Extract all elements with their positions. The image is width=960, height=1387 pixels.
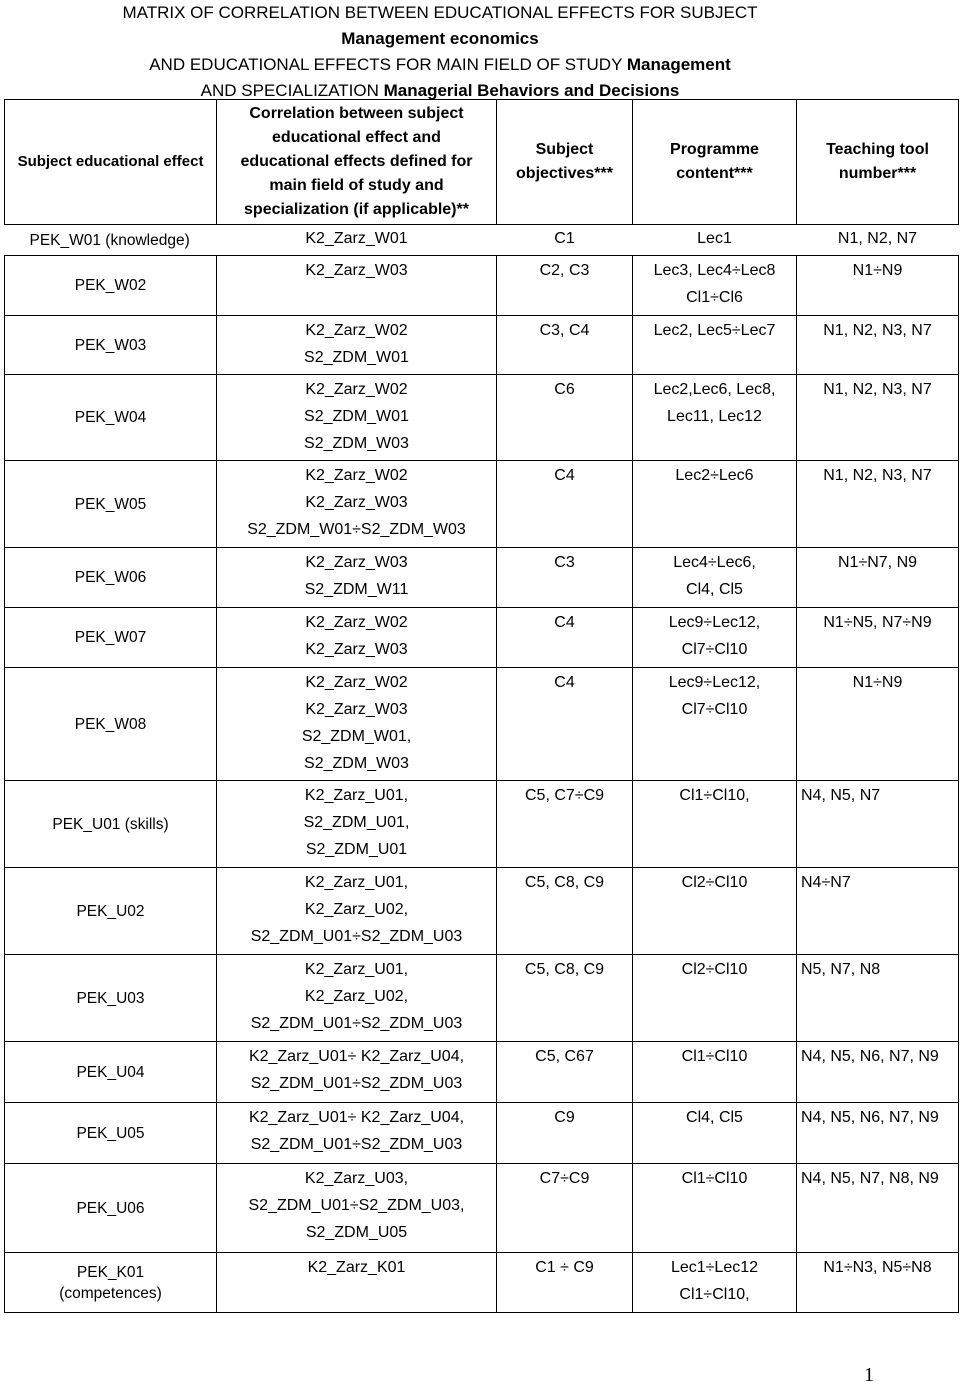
correlation-line: K2_Zarz_W03 <box>305 554 408 571</box>
cell-content <box>633 868 797 955</box>
cell-objectives <box>497 868 633 955</box>
tools-line: N4, N5, N7, N8, N9 <box>801 1170 939 1187</box>
cell-content <box>633 781 797 868</box>
table-header-row <box>5 100 959 225</box>
content-line: Cl4, Cl5 <box>686 581 743 598</box>
tools-line: N1÷N9 <box>852 674 903 691</box>
objectives-line: C2, C3 <box>539 262 590 279</box>
cell-tools <box>797 608 959 668</box>
specialization: Managerial Behaviors and Decisions <box>383 81 680 100</box>
content-line: Lec1÷Lec12 <box>670 1259 759 1276</box>
content-line: Lec11, Lec12 <box>667 408 762 425</box>
correlation-line: S2_ZDM_W01÷S2_ZDM_W03 <box>247 521 466 538</box>
table-row <box>5 461 959 548</box>
table-row <box>5 1042 959 1103</box>
objectives-line: C5, C67 <box>535 1048 594 1065</box>
cell-tools <box>797 668 959 781</box>
correlation-line: K2_Zarz_U01, <box>304 787 409 804</box>
cell-tools <box>797 461 959 548</box>
cell-effect: PEK_U02 <box>5 868 217 955</box>
cell-objectives <box>497 668 633 781</box>
tools-line: N1÷N5, N7÷N9 <box>823 614 932 631</box>
cell-content <box>633 1042 797 1103</box>
cell-effect <box>5 1253 217 1313</box>
cell-effect: PEK_W05 <box>5 461 217 548</box>
cell-tools <box>797 1042 959 1103</box>
cell-correlation <box>217 1042 497 1103</box>
title-line-1: MATRIX OF CORRELATION BETWEEN EDUCATIONAL EFFECTS FOR SUBJECT <box>122 3 758 22</box>
tools-line: N1÷N9 <box>852 262 903 279</box>
header-content: Programme content*** <box>633 100 797 225</box>
tools-line: N4, N5, N7 <box>801 787 881 804</box>
cell-effect: PEK_U04 <box>5 1042 217 1103</box>
correlation-line: K2_Zarz_U02, <box>304 901 409 918</box>
header-effect: Subject educational effect <box>5 100 217 225</box>
cell-objectives <box>497 955 633 1042</box>
cell-effect: PEK_U01 (skills) <box>5 781 217 868</box>
table-row <box>5 316 959 375</box>
correlation-line: K2_Zarz_W03 <box>305 262 408 279</box>
correlation-line: S2_ZDM_U01 <box>305 841 408 858</box>
cell-effect: PEK_W03 <box>5 316 217 375</box>
cell-tools <box>797 1253 959 1313</box>
correlation-line: S2_ZDM_W01 <box>304 349 409 366</box>
objectives-line: C3 <box>554 554 575 571</box>
cell-content <box>633 225 797 256</box>
tools-line: N1, N2, N3, N7 <box>823 467 932 484</box>
correlation-line: S2_ZDM_W11 <box>304 581 409 598</box>
correlation-line: K2_Zarz_W02 <box>305 381 408 398</box>
content-line: Cl7÷Cl10 <box>681 641 748 658</box>
correlation-line: S2_ZDM_U05 <box>305 1224 408 1241</box>
cell-tools <box>797 375 959 461</box>
objectives-line: C1 <box>554 230 575 247</box>
content-line: Lec2÷Lec6 <box>675 467 754 484</box>
cell-correlation <box>217 868 497 955</box>
cell-correlation <box>217 1164 497 1253</box>
table-row <box>5 868 959 955</box>
cell-tools <box>797 225 959 256</box>
title-line-4-prefix: AND SPECIALIZATION <box>200 81 379 100</box>
correlation-line: K2_Zarz_U02, <box>304 988 409 1005</box>
table-row <box>5 955 959 1042</box>
content-line: Cl2÷Cl10 <box>681 874 748 891</box>
tools-line: N1÷N3, N5÷N8 <box>823 1259 932 1276</box>
cell-content <box>633 608 797 668</box>
content-line: Lec2, Lec5÷Lec7 <box>653 322 776 339</box>
table-row <box>5 608 959 668</box>
correlation-line: K2_Zarz_U01, <box>304 961 409 978</box>
page-number: 1 <box>864 1364 874 1386</box>
correlation-line: S2_ZDM_W03 <box>304 435 409 452</box>
correlation-line: S2_ZDM_U01÷S2_ZDM_U03, <box>248 1197 465 1214</box>
cell-correlation <box>217 668 497 781</box>
document-title <box>0 0 880 104</box>
cell-objectives <box>497 781 633 868</box>
cell-tools <box>797 256 959 316</box>
objectives-line: C7÷C9 <box>539 1170 590 1187</box>
objectives-line: C5, C7÷C9 <box>524 787 605 804</box>
content-line: Cl1÷Cl10 <box>681 1048 748 1065</box>
content-line: Cl7÷Cl10 <box>681 701 748 718</box>
cell-objectives <box>497 256 633 316</box>
objectives-line: C4 <box>554 614 575 631</box>
cell-effect: PEK_W02 <box>5 256 217 316</box>
content-line: Lec9÷Lec12, <box>668 674 761 691</box>
table-row <box>5 1253 959 1313</box>
cell-tools <box>797 1164 959 1253</box>
cell-content <box>633 316 797 375</box>
cell-objectives <box>497 1253 633 1313</box>
cell-correlation <box>217 608 497 668</box>
effect-line: PEK_K01 <box>76 1263 145 1281</box>
correlation-line: K2_Zarz_U01÷ K2_Zarz_U04, <box>248 1109 465 1126</box>
header-correlation: Correlation between subject educational effect and educational effects defined for main field of study and specialization (if applicable)** <box>217 100 497 225</box>
cell-content <box>633 256 797 316</box>
cell-content <box>633 668 797 781</box>
cell-content <box>633 955 797 1042</box>
cell-content <box>633 1164 797 1253</box>
correlation-line: K2_Zarz_W01 <box>305 230 408 247</box>
field-of-study: Management <box>626 55 731 74</box>
content-line: Cl1÷Cl6 <box>686 289 743 306</box>
cell-content <box>633 1103 797 1164</box>
title-line-3-prefix: AND EDUCATIONAL EFFECTS FOR MAIN FIELD OF STUDY <box>149 55 623 74</box>
content-line: Lec9÷Lec12, <box>668 614 761 631</box>
objectives-line: C6 <box>554 381 575 398</box>
cell-correlation <box>217 461 497 548</box>
cell-content <box>633 548 797 608</box>
cell-effect: PEK_U03 <box>5 955 217 1042</box>
content-line: Lec1 <box>697 230 732 247</box>
tools-line: N4, N5, N6, N7, N9 <box>801 1109 939 1126</box>
cell-effect: PEK_W01 (knowledge) <box>29 231 190 249</box>
cell-objectives <box>497 1103 633 1164</box>
cell-correlation <box>217 225 497 256</box>
correlation-line: S2_ZDM_U01÷S2_ZDM_U03 <box>250 928 463 945</box>
correlation-line: S2_ZDM_W03 <box>304 755 409 772</box>
correlation-line: K2_Zarz_W02 <box>305 467 408 484</box>
correlation-line: K2_Zarz_W02 <box>305 614 408 631</box>
subject-name: Management economics <box>341 29 539 48</box>
cell-correlation <box>217 955 497 1042</box>
correlation-line: S2_ZDM_U01, <box>303 814 410 831</box>
cell-tools <box>797 955 959 1042</box>
correlation-line: K2_Zarz_W03 <box>305 641 408 658</box>
cell-tools <box>797 548 959 608</box>
cell-effect: PEK_W06 <box>5 548 217 608</box>
title-line-2 <box>0 26 880 52</box>
content-line: Cl4, Cl5 <box>686 1109 743 1126</box>
cell-effect: PEK_W04 <box>5 375 217 461</box>
correlation-line: K2_Zarz_U03, <box>304 1170 409 1187</box>
content-line: Cl1÷Cl10, <box>679 1286 750 1303</box>
cell-correlation <box>217 316 497 375</box>
effect-line: (competences) <box>59 1284 162 1302</box>
correlation-line: K2_Zarz_K01 <box>307 1259 406 1276</box>
cell-correlation <box>217 1103 497 1164</box>
cell-effect: PEK_W07 <box>5 608 217 668</box>
cell-objectives <box>497 1042 633 1103</box>
correlation-line: K2_Zarz_U01, <box>304 874 409 891</box>
cell-correlation <box>217 548 497 608</box>
cell-objectives <box>497 316 633 375</box>
tools-line: N4÷N7 <box>801 874 851 891</box>
correlation-line: S2_ZDM_W01 <box>304 408 409 425</box>
content-line: Cl2÷Cl10 <box>681 961 748 978</box>
cell-objectives <box>497 1164 633 1253</box>
tools-line: N4, N5, N6, N7, N9 <box>801 1048 939 1065</box>
correlation-line: K2_Zarz_W03 <box>305 701 408 718</box>
cell-objectives <box>497 375 633 461</box>
cell-effect: PEK_W08 <box>5 668 217 781</box>
cell-content <box>633 375 797 461</box>
cell-tools <box>797 1103 959 1164</box>
title-line-3 <box>0 52 880 78</box>
correlation-matrix-table <box>4 99 959 1313</box>
objectives-line: C3, C4 <box>539 322 590 339</box>
cell-effect: PEK_U06 <box>5 1164 217 1253</box>
header-objectives: Subject objectives*** <box>497 100 633 225</box>
objectives-line: C1 ÷ C9 <box>535 1259 594 1276</box>
objectives-line: C5, C8, C9 <box>524 874 605 891</box>
table-row <box>5 225 959 256</box>
tools-line: N1÷N7, N9 <box>837 554 918 571</box>
table-row <box>5 1164 959 1253</box>
content-line: Lec4÷Lec6, <box>673 554 756 571</box>
objectives-line: C5, C8, C9 <box>524 961 605 978</box>
correlation-line: S2_ZDM_W01, <box>301 728 412 745</box>
table-row <box>5 1103 959 1164</box>
cell-tools <box>797 868 959 955</box>
content-line: Lec3, Lec4÷Lec8 <box>653 262 776 279</box>
table-row <box>5 781 959 868</box>
cell-content <box>633 1253 797 1313</box>
cell-objectives <box>497 608 633 668</box>
objectives-line: C4 <box>554 674 575 691</box>
cell-objectives <box>497 225 633 256</box>
content-line: Cl1÷Cl10 <box>681 1170 748 1187</box>
correlation-line: K2_Zarz_W02 <box>305 674 408 691</box>
cell-effect: PEK_U05 <box>5 1103 217 1164</box>
cell-correlation <box>217 256 497 316</box>
table-row <box>5 256 959 316</box>
correlation-line: S2_ZDM_U01÷S2_ZDM_U03 <box>250 1075 463 1092</box>
correlation-line: S2_ZDM_U01÷S2_ZDM_U03 <box>250 1015 463 1032</box>
tools-line: N5, N7, N8 <box>801 961 881 978</box>
tools-line: N1, N2, N7 <box>837 230 918 247</box>
cell-tools <box>797 781 959 868</box>
objectives-line: C4 <box>554 467 575 484</box>
correlation-line: K2_Zarz_W03 <box>305 494 408 511</box>
tools-line: N1, N2, N3, N7 <box>823 322 932 339</box>
correlation-line: K2_Zarz_U01÷ K2_Zarz_U04, <box>248 1048 465 1065</box>
table-row <box>5 375 959 461</box>
header-tool: Teaching tool number*** <box>797 100 959 225</box>
content-line: Lec2,Lec6, Lec8, <box>653 381 776 398</box>
table-row <box>5 668 959 781</box>
objectives-line: C9 <box>554 1109 575 1126</box>
cell-tools <box>797 316 959 375</box>
tools-line: N1, N2, N3, N7 <box>823 381 932 398</box>
cell-correlation <box>217 375 497 461</box>
cell-correlation <box>217 781 497 868</box>
correlation-line: K2_Zarz_W02 <box>305 322 408 339</box>
table-row <box>5 548 959 608</box>
correlation-line: S2_ZDM_U01÷S2_ZDM_U03 <box>250 1136 463 1153</box>
cell-objectives <box>497 461 633 548</box>
cell-correlation <box>217 1253 497 1313</box>
content-line: Cl1÷Cl10, <box>679 787 750 804</box>
cell-objectives <box>497 548 633 608</box>
cell-content <box>633 461 797 548</box>
